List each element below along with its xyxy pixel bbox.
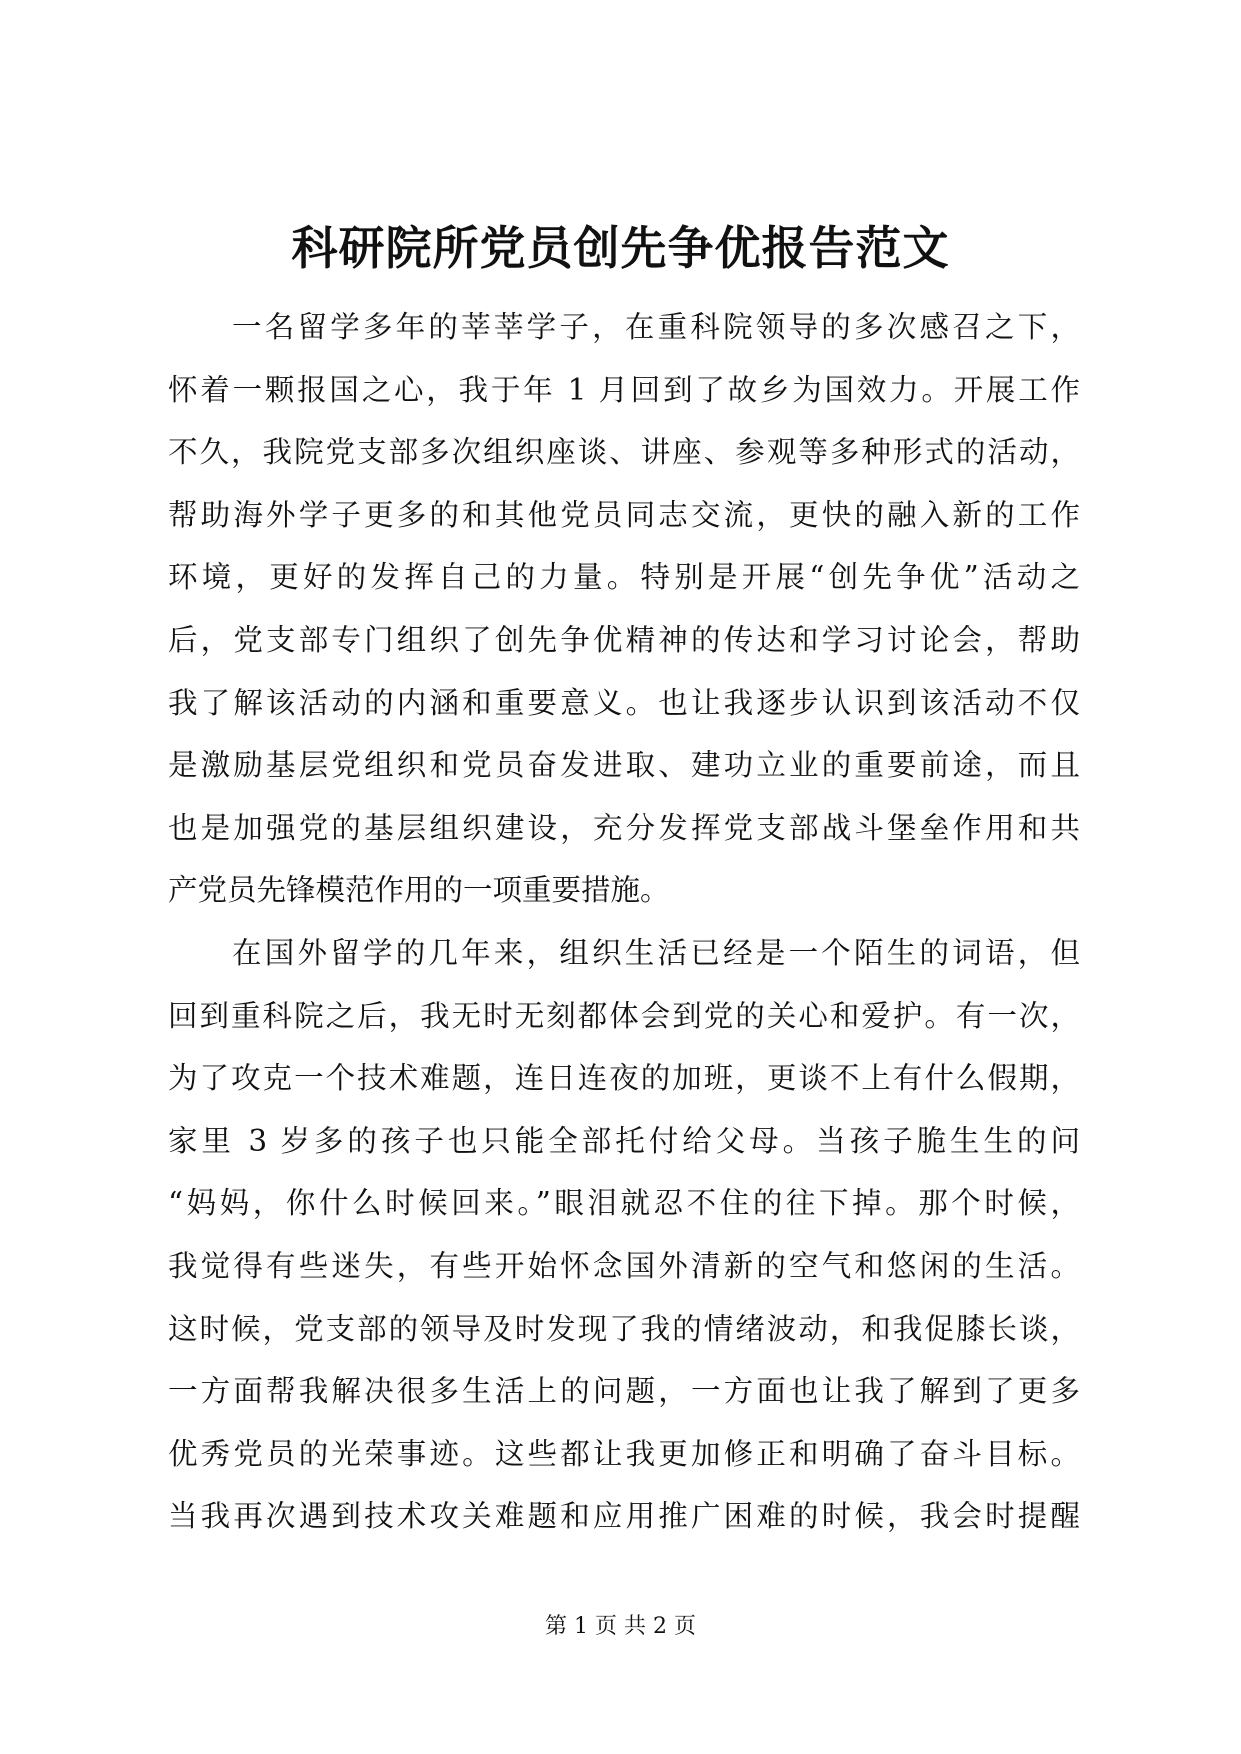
- paragraph-1-line-6: 后，党支部专门组织了创先争优精神的传达和学习讨论会，帮助: [168, 622, 1080, 657]
- paragraph-1-line-1: 一名留学多年的莘莘学子，在重科院领导的多次感召之下，: [232, 310, 1080, 344]
- paragraph-2-line-5: “妈妈，你什么时候回来。”眼泪就忍不住的往下掉。那个时候，: [168, 1186, 1080, 1221]
- document-body: [168, 296, 1080, 1548]
- paragraph-1-line-3: 不久，我院党支部多次组织座谈、讲座、参观等多种形式的活动，: [168, 435, 1080, 470]
- paragraph-2-line-3: 为了攻克一个技术难题，连日连夜的加班，更谈不上有什么假期，: [168, 1061, 1080, 1096]
- paragraph-2-line-4: 家里 3 岁多的孩子也只能全部托付给父母。当孩子脆生生的问: [168, 1123, 1080, 1158]
- paragraph-1-line-2: 怀着一颗报国之心，我于年 1 月回到了故乡为国效力。开展工作: [168, 372, 1080, 407]
- paragraph-2-line-8: 一方面帮我解决很多生活上的问题，一方面也让我了解到了更多: [168, 1374, 1080, 1409]
- paragraph-1-line-7: 我了解该活动的内涵和重要意义。也让我逐步认识到该活动不仅: [168, 685, 1080, 720]
- paragraph-1-line-5: 环境，更好的发挥自己的力量。特别是开展“创先争优”活动之: [168, 560, 1080, 595]
- paragraph-2-line-2: 回到重科院之后，我无时无刻都体会到党的关心和爱护。有一次，: [168, 998, 1080, 1033]
- paragraph-1-line-4: 帮助海外学子更多的和其他党员同志交流，更快的融入新的工作: [168, 497, 1080, 532]
- paragraph-2-line-6: 我觉得有些迷失，有些开始怀念国外清新的空气和悠闲的生活。: [168, 1248, 1080, 1283]
- paragraph-1-line-9: 也是加强党的基层组织建设，充分发挥党支部战斗堡垒作用和共: [168, 810, 1080, 845]
- paragraph-2-line-7: 这时候，党支部的领导及时发现了我的情绪波动，和我促膝长谈，: [168, 1311, 1080, 1346]
- page-number-footer: 第 1 页 共 2 页: [545, 1614, 696, 1639]
- paragraph-2-line-1: 在国外留学的几年来，组织生活已经是一个陌生的词语，但: [232, 935, 1080, 970]
- paragraph-2-line-9: 优秀党员的光荣事迹。这些都让我更加修正和明确了奋斗目标。: [168, 1436, 1080, 1471]
- paragraph-1-line-10: 产党员先锋模范作用的一项重要措施。: [168, 873, 670, 908]
- paragraph-1-line-8: 是激励基层党组织和党员奋发进取、建功立业的重要前途，而且: [168, 748, 1080, 783]
- document-title: 科研院所党员创先争优报告范文: [291, 221, 950, 275]
- paragraph-2-line-10: 当我再次遇到技术攻关难题和应用推广困难的时候，我会时提醒: [168, 1499, 1080, 1534]
